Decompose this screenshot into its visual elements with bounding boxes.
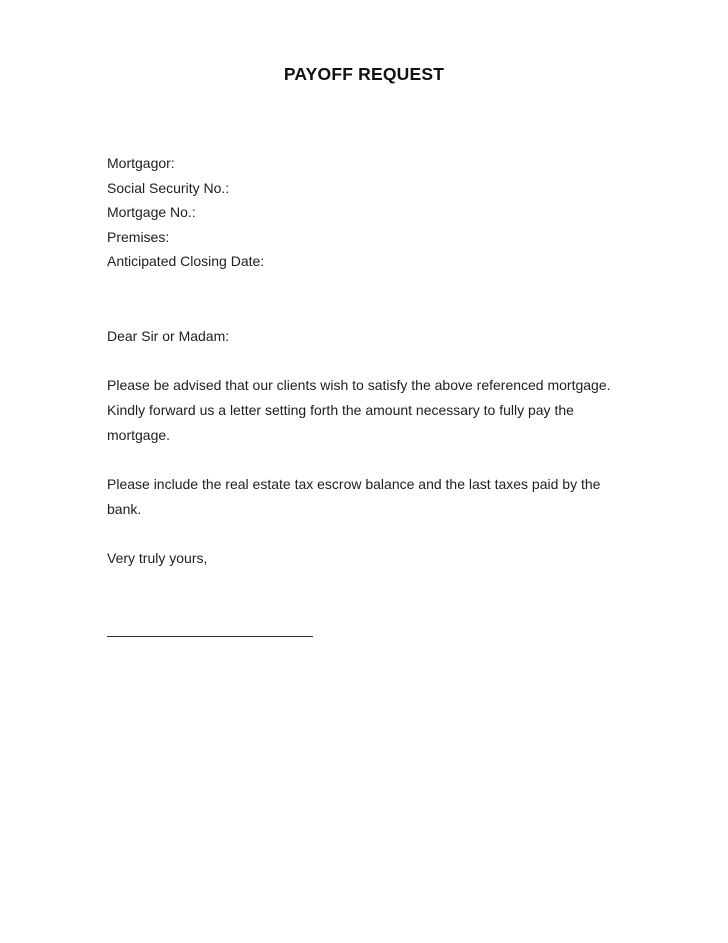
paragraph-line: mortgage.: [107, 426, 171, 443]
paragraph-line: bank.: [107, 500, 142, 517]
paragraph-tax-escrow: [107, 472, 600, 522]
field-premises: Premises:: [107, 228, 170, 245]
paragraph-payoff-request: [107, 373, 611, 447]
field-mortgagor: Mortgagor:: [107, 155, 175, 171]
paragraph-line: Kindly forward us a letter setting forth the amount necessary to fully pay the: [107, 401, 574, 418]
closing-phrase: Very truly yours,: [107, 550, 208, 566]
salutation: Dear Sir or Madam:: [107, 328, 230, 344]
field-closing-date: Anticipated Closing Date:: [107, 253, 265, 270]
mortgage-fields: [107, 151, 264, 274]
field-social-security: Social Security No.:: [107, 179, 230, 196]
paragraph-line: Please include the real estate tax escrow balance and the last taxes paid by the: [107, 476, 601, 492]
document-title: PAYOFF REQUEST: [283, 64, 445, 84]
signature-line: [107, 636, 313, 637]
field-mortgage-number: Mortgage No.:: [107, 204, 196, 221]
paragraph-line: Please be advised that our clients wish to satisfy the above referenced mortgage.: [107, 377, 611, 393]
